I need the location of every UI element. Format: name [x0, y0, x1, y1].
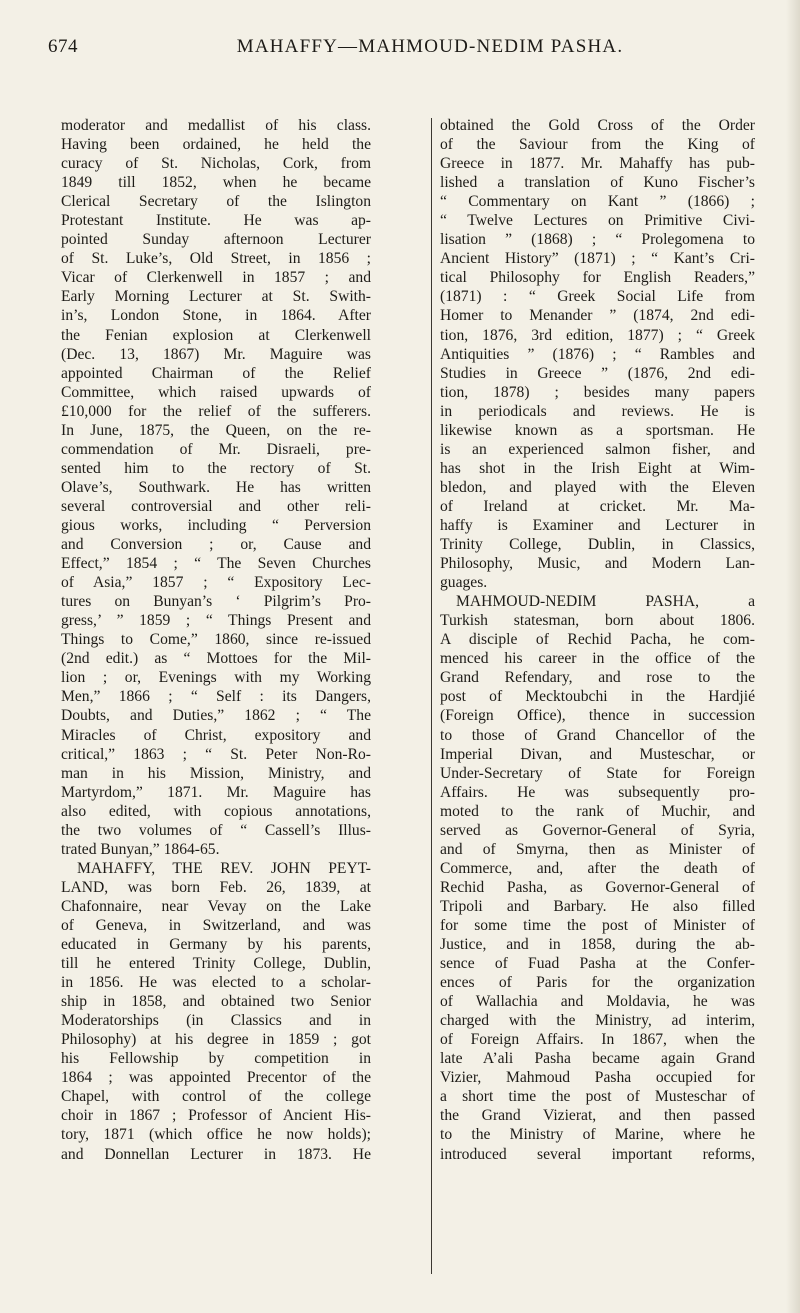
- text-line: likewise known as a sportsman. He: [440, 421, 755, 439]
- text-line: Doubts, and Duties,” 1862 ; “ The: [61, 707, 371, 725]
- text-line: obtained the Gold Cross of the Order: [440, 117, 755, 134]
- text-line: of Wallachia and Moldavia, he was: [440, 993, 755, 1011]
- text-line: of Foreign Affairs. In 1867, when the: [440, 1031, 755, 1049]
- text-line: and of Smyrna, then as Minister of: [440, 840, 755, 858]
- text-line: MAHAFFY, THE REV. JOHN PEYT-: [77, 859, 371, 877]
- text-line: “ Commentary on Kant ” (1866) ;: [440, 193, 755, 211]
- text-line: and Donnellan Lecturer in 1873. He: [61, 1145, 371, 1163]
- text-line: Committee, which raised upwards of: [61, 383, 371, 401]
- text-line: bledon, and played with the Eleven: [440, 478, 755, 496]
- text-line: late A’ali Pasha became again Grand: [440, 1050, 755, 1068]
- running-head: MAHAFFY—MAHMOUD-NEDIM PASHA.: [236, 36, 624, 57]
- text-line: the Grand Vizierat, and then passed: [440, 1107, 755, 1125]
- text-line: introduced several important reforms,: [440, 1145, 755, 1163]
- text-line: Things to Come,” 1860, since re-issued: [61, 631, 371, 649]
- text-line: A disciple of Rechid Pacha, he com-: [440, 631, 755, 649]
- page-number: 674: [48, 36, 78, 57]
- text-line: (Dec. 13, 1867) Mr. Maguire was: [61, 345, 371, 363]
- text-line: Trinity College, Dublin, in Classics,: [440, 536, 755, 554]
- text-line: Chapel, with control of the college: [61, 1088, 371, 1106]
- text-line: educated in Germany by his parents,: [61, 936, 371, 954]
- text-line: gress,’ ” 1859 ; “ Things Present and: [61, 612, 371, 630]
- text-line: critical,” 1863 ; “ St. Peter Non-Ro-: [61, 745, 371, 763]
- text-line: for some time the post of Minister of: [440, 916, 755, 934]
- text-line: ences of Paris for the organization: [440, 974, 755, 992]
- text-line: Miracles of Christ, expository and: [61, 726, 371, 744]
- text-line: tion, 1876, 3rd edition, 1877) ; “ Greek: [440, 326, 755, 344]
- text-line: tical Philosophy for English Readers,”: [440, 269, 755, 287]
- text-line: menced his career in the office of the: [440, 650, 755, 668]
- text-line: trated Bunyan,” 1864-65.: [61, 840, 220, 858]
- text-line: Rechid Pasha, as Governor-General of: [440, 878, 755, 896]
- text-line: Antiquities ” (1876) ; “ Rambles and: [440, 345, 755, 363]
- text-line: is an experienced salmon fisher, and: [440, 440, 755, 458]
- text-line: In June, 1875, the Queen, on the re-: [61, 421, 371, 439]
- text-line: Studies in Greece ” (1876, 2nd edi-: [440, 364, 755, 382]
- text-line: post of Mecktoubchi in the Hardjié: [440, 688, 755, 706]
- text-line: of Geneva, in Switzerland, and was: [61, 916, 371, 934]
- text-line: tures on Bunyan’s ‘ Pilgrim’s Pro-: [61, 593, 371, 611]
- text-line: a short time the post of Musteschar of: [440, 1088, 755, 1106]
- text-line: also edited, with copious annotations,: [61, 802, 371, 820]
- text-line: his Fellowship by competition in: [61, 1050, 371, 1068]
- text-line: (Foreign Office), thence in succession: [440, 707, 755, 725]
- text-line: Under-Secretary of State for Foreign: [440, 764, 755, 782]
- text-line: of Ireland at cricket. Mr. Ma-: [440, 497, 755, 515]
- column-divider: [431, 118, 432, 1274]
- text-line: guages.: [440, 574, 488, 592]
- text-line: appointed Chairman of the Relief: [61, 364, 371, 382]
- text-line: Vicar of Clerkenwell in 1857 ; and: [61, 269, 371, 287]
- text-line: moderator and medallist of his class.: [61, 117, 371, 134]
- text-line: Philosophy, Music, and Modern Lan-: [440, 555, 755, 573]
- text-line: moted to the rank of Muchir, and: [440, 802, 755, 820]
- text-line: Tripoli and Barbary. He also filled: [440, 897, 755, 915]
- text-line: lion ; or, Evenings with my Working: [61, 669, 371, 687]
- text-line: and Conversion ; or, Cause and: [61, 536, 371, 554]
- text-line: ship in 1858, and obtained two Senior: [61, 993, 371, 1011]
- text-line: Early Morning Lecturer at St. Swith-: [61, 288, 371, 306]
- text-line: Imperial Divan, and Musteschar, or: [440, 745, 755, 763]
- text-line: sence of Fuad Pasha at the Confer-: [440, 955, 755, 973]
- text-line: (1871) : “ Greek Social Life from: [440, 288, 755, 306]
- text-line: Men,” 1866 ; “ Self : its Dangers,: [61, 688, 371, 706]
- text-line: of St. Luke’s, Old Street, in 1856 ;: [61, 250, 371, 268]
- text-line: Protestant Institute. He was ap-: [61, 212, 371, 230]
- text-line: £10,000 for the relief of the sufferers.: [61, 402, 371, 420]
- text-line: lished a translation of Kuno Fischer’s: [440, 174, 755, 192]
- text-line: Grand Refendary, and rose to the: [440, 669, 755, 687]
- text-line: Ancient History” (1871) ; “ Kant’s Cri-: [440, 250, 755, 268]
- text-line: in periodicals and reviews. He is: [440, 402, 755, 420]
- text-line: Turkish statesman, born about 1806.: [440, 612, 755, 630]
- right-column: [440, 116, 755, 1164]
- text-line: Homer to Menander ” (1874, 2nd edi-: [440, 307, 755, 325]
- text-line: Olave’s, Southwark. He has written: [61, 478, 371, 496]
- text-line: LAND, was born Feb. 26, 1839, at: [61, 878, 371, 896]
- text-line: tion, 1878) ; besides many papers: [440, 383, 755, 401]
- text-line: Clerical Secretary of the Islington: [61, 193, 371, 211]
- text-line: in’s, London Stone, in 1864. After: [61, 307, 371, 325]
- text-line: to those of Grand Chancellor of the: [440, 726, 755, 744]
- text-line: Philosophy) at his degree in 1859 ; got: [61, 1031, 371, 1049]
- text-line: of Asia,” 1857 ; “ Expository Lec-: [61, 574, 371, 592]
- left-column: [61, 116, 371, 1164]
- text-line: 1864 ; was appointed Precentor of the: [61, 1069, 371, 1087]
- text-line: has shot in the Irish Eight at Wim-: [440, 459, 755, 477]
- text-line: Greece in 1877. Mr. Mahaffy has pub-: [440, 155, 755, 173]
- text-line: “ Twelve Lectures on Primitive Civi-: [440, 212, 755, 230]
- text-line: MAHMOUD-NEDIM PASHA, a: [456, 593, 755, 611]
- text-line: Martyrdom,” 1871. Mr. Maguire has: [61, 783, 371, 801]
- text-line: Affairs. He was subsequently pro-: [440, 783, 755, 801]
- text-line: till he entered Trinity College, Dublin,: [61, 955, 371, 973]
- text-line: Having been ordained, he held the: [61, 136, 371, 154]
- text-line: Commerce, and, after the death of: [440, 859, 755, 877]
- text-line: the two volumes of “ Cassell’s Illus-: [61, 821, 371, 839]
- text-line: to the Ministry of Marine, where he: [440, 1126, 755, 1144]
- text-line: Justice, and in 1858, during the ab-: [440, 936, 755, 954]
- text-line: Effect,” 1854 ; “ The Seven Churches: [61, 555, 371, 573]
- text-line: tory, 1871 (which office he now holds);: [61, 1126, 371, 1144]
- text-line: gious works, including “ Perversion: [61, 516, 371, 534]
- text-line: Moderatorships (in Classics and in: [61, 1012, 371, 1030]
- text-line: 1849 till 1852, when he became: [61, 174, 371, 192]
- text-line: (2nd edit.) as “ Mottoes for the Mil-: [61, 650, 371, 668]
- text-line: served as Governor-General of Syria,: [440, 821, 755, 839]
- text-line: sented him to the rectory of St.: [61, 459, 371, 477]
- page-edge-shadow: [786, 0, 800, 1313]
- text-line: lisation ” (1868) ; “ Prolegomena to: [440, 231, 755, 249]
- text-line: curacy of St. Nicholas, Cork, from: [61, 155, 371, 173]
- text-line: man in his Mission, Ministry, and: [61, 764, 371, 782]
- text-line: Chafonnaire, near Vevay on the Lake: [61, 897, 371, 915]
- text-line: choir in 1867 ; Professor of Ancient His-: [61, 1107, 371, 1125]
- text-line: several controversial and other reli-: [61, 497, 371, 515]
- text-line: charged with the Ministry, ad interim,: [440, 1012, 755, 1030]
- text-line: pointed Sunday afternoon Lecturer: [61, 231, 371, 249]
- text-line: haffy is Examiner and Lecturer in: [440, 516, 755, 534]
- page-header: [0, 28, 800, 68]
- text-line: of the Saviour from the King of: [440, 136, 755, 154]
- text-line: in 1856. He was elected to a scholar-: [61, 974, 371, 992]
- text-line: commendation of Mr. Disraeli, pre-: [61, 440, 371, 458]
- text-line: Vizier, Mahmoud Pasha occupied for: [440, 1069, 755, 1087]
- text-line: the Fenian explosion at Clerkenwell: [61, 326, 371, 344]
